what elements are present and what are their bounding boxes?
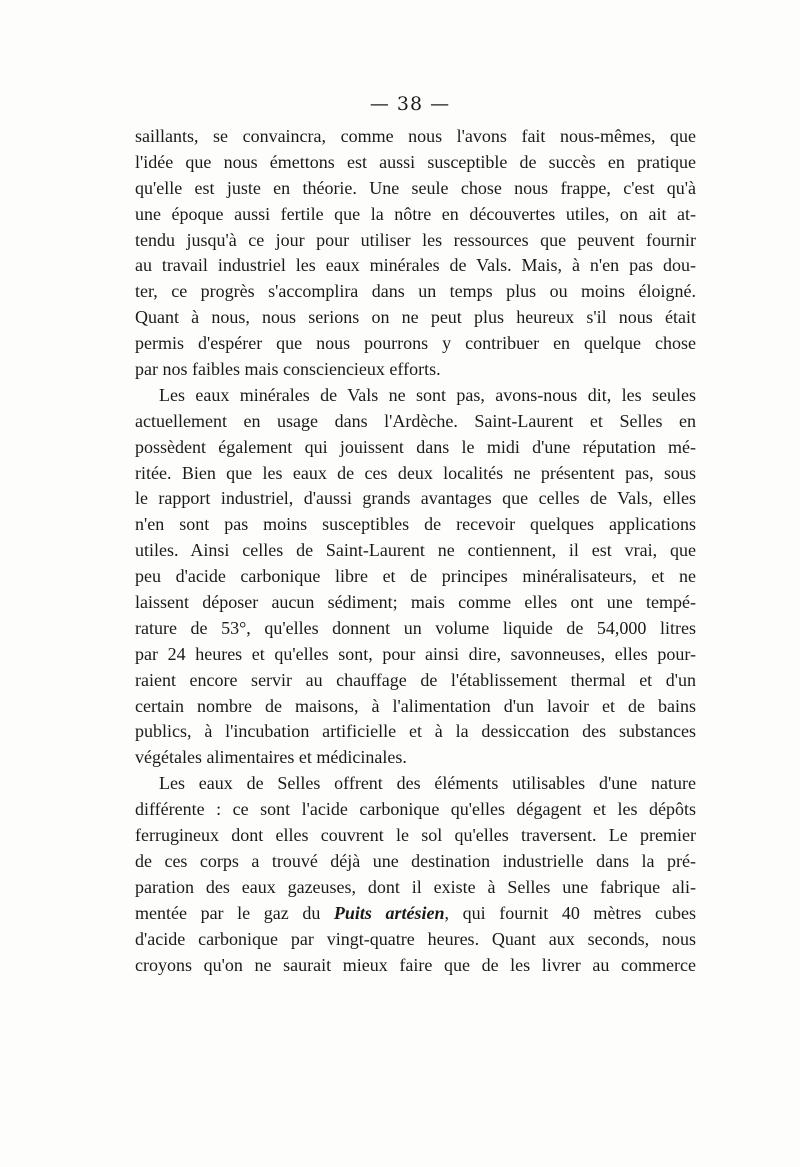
text-line: paration des eaux gazeuses, dont il existe à Selles une fabrique ali- — [135, 876, 696, 897]
text-line — [135, 901, 696, 927]
text-line: croyons qu'on ne saurait mieux faire que de les livrer au commerce — [135, 954, 696, 975]
text-line: raient encore servir au chauffage de l'établissement thermal et d'un — [135, 669, 696, 690]
text-line: qu'elle est juste en théorie. Une seule chose nous frappe, c'est qu'à — [135, 177, 696, 198]
text-line: n'en sont pas moins susceptibles de recevoir quelques applications — [135, 514, 696, 535]
page-number: — 38 — — [369, 93, 451, 115]
text-run: , qui fournit 40 mètres cubes — [444, 902, 696, 923]
text-line: par 24 heures et qu'elles sont, pour ainsi dire, savonneuses, elles pour- — [135, 643, 696, 664]
text-line: publics, à l'incubation artificielle et à la dessiccation des substances — [135, 721, 696, 742]
text-line: utiles. Ainsi celles de Saint-Laurent ne contiennent, il est vrai, que — [135, 540, 696, 561]
text-line: au travail industriel les eaux minérales de Vals. Mais, à n'en pas dou- — [135, 255, 696, 276]
paragraph-first-line: Les eaux minérales de Vals ne sont pas, avons-nous dit, les seules — [159, 384, 696, 405]
text-line: une époque aussi fertile que la nôtre en découvertes utiles, on ait at- — [135, 203, 696, 224]
text-line: tendu jusqu'à ce jour pour utiliser les ressources que peuvent fournir — [135, 229, 696, 250]
text-run: mentée par le gaz du — [135, 902, 334, 923]
text-line: rature de 53°, qu'elles donnent un volume liquide de 54,000 litres — [135, 617, 696, 638]
text-line: d'acide carbonique par vingt-quatre heures. Quant aux seconds, nous — [135, 928, 696, 949]
text-line: peu d'acide carbonique libre et de principes minéralisateurs, et ne — [135, 566, 696, 587]
text-line: certain nombre de maisons, à l'alimentation d'un lavoir et de bains — [135, 695, 696, 716]
text-line: saillants, se convaincra, comme nous l'avons fait nous-mêmes, que — [135, 126, 696, 146]
text-line: permis d'espérer que nous pourrons y contribuer en quelque chose — [135, 333, 696, 354]
body-text — [135, 124, 696, 978]
italic-term: Puits artésien — [333, 902, 445, 923]
text-line: végétales alimentaires et médicinales. — [135, 747, 407, 768]
text-line: possèdent également qui jouissent dans le midi d'une réputation mé- — [135, 436, 696, 457]
text-line: ritée. Bien que les eaux de ces deux localités ne présentent pas, sous — [135, 462, 696, 483]
text-line: ter, ce progrès s'accomplira dans un temps plus ou moins éloigné. — [135, 281, 696, 302]
text-line: de ces corps a trouvé déjà une destination industrielle dans la pré- — [135, 850, 696, 871]
text-line: Quant à nous, nous serions on ne peut plus heureux s'il nous était — [135, 307, 696, 328]
text-line: différente : ce sont l'acide carbonique qu'elles dégagent et les dépôts — [135, 799, 696, 820]
text-line: l'idée que nous émettons est aussi susceptible de succès en pratique — [135, 151, 696, 172]
text-line: actuellement en usage dans l'Ardèche. Saint-Laurent et Selles en — [135, 410, 696, 431]
text-line: par nos faibles mais consciencieux efforts. — [135, 359, 441, 380]
text-line: ferrugineux dont elles couvrent le sol qu'elles traversent. Le premier — [135, 825, 696, 846]
text-line: le rapport industriel, d'aussi grands avantages que celles de Vals, elles — [135, 488, 696, 509]
paragraph-first-line: Les eaux de Selles offrent des éléments utilisables d'une nature — [159, 773, 696, 794]
text-line: laissent déposer aucun sédiment; mais comme elles ont une tempé- — [135, 592, 696, 613]
